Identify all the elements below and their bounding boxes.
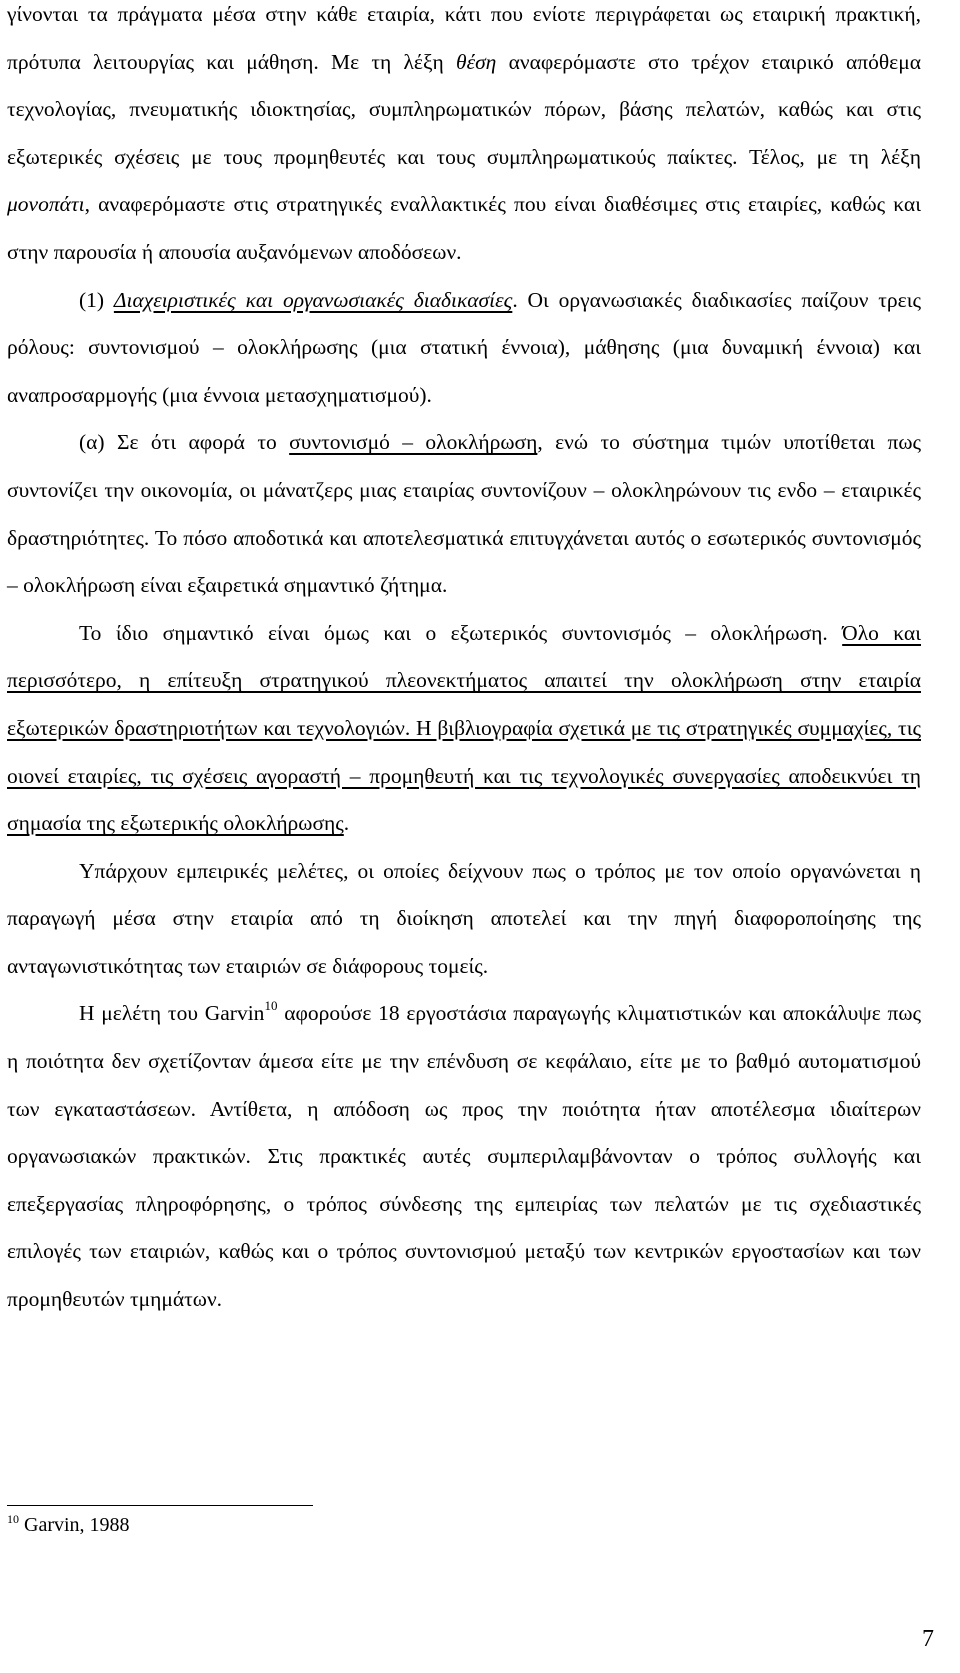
underlined-passage-external-integration: Όλο και περισσότερο, η επίτευξη στρατηγικού πλεονεκτήματος απαιτεί την ολοκλήρωση στην εταιρία εξωτερικών δραστηριοτήτων και τεχνολογιών. Η βιβλιογραφία σχετικά με τις στρατηγικές συμμαχίες, τις οιονεί εταιρίες, τις σχέσεις αγοραστή – προμηθευτή και τις τεχνολογικές συνεργασίες αποδεικνύει τη σημασία της εξωτερικής ολοκλήρωσης bbox=[7, 620, 921, 836]
paragraph-5: Υπάρχουν εμπειρικές μελέτες, οι οποίες δείχνουν πως ο τρόπος με τον οποίο οργανώνεται η παραγωγή μέσα στην εταιρία από τη διοίκηση αποτελεί και την πηγή διαφοροποίησης της ανταγωνιστικότητας των εταιριών σε διάφορους τομείς. bbox=[7, 858, 921, 978]
text-run: αναφερόμαστε στο τρέχον εταιρικό απόθεμα τεχνολογίας, πνευματικής ιδιοκτησίας, συμπληρωματικών πόρων, βάσης πελατών, καθώς και στις εξωτερικές σχέσεις με τους προμηθευτές και τους συμπληρωματικούς παίκτες. Τέλος, με τη λέξη bbox=[7, 49, 921, 169]
footnote-text: Garvin, 1988 bbox=[19, 1514, 130, 1536]
paragraph-3 bbox=[7, 419, 921, 609]
text-run: αφορούσε 18 εργοστάσια παραγωγής κλιματιστικών και αποκάλυψε πως η ποιότητα δεν σχετίζονταν άμεσα είτε με την επένδυση σε κεφάλαιο, είτε με το βαθμό αυτοματισμού των εγκαταστάσεων. Αντίθετα, η απόδοση ως προς την ποιότητα ήταν αποτέλεσμα ιδιαίτερων οργανωσιακών πρακτικών. Στις πρακτικές αυτές συμπεριλαμβάνονταν ο τρόπος συλλογής και επεξεργασίας πληροφόρησης, ο τρόπος σύνδεσης της εμπειρίας των πελατών με τις σχεδιαστικές επιλογές των εταιριών, καθώς και ο τρόπος συντονισμού μεταξύ των κεντρικών εργοστασίων και των προμηθευτών τμημάτων. bbox=[7, 1001, 922, 1312]
text-run: , αναφερόμαστε στις στρατηγικές εναλλακτικές που είναι διαθέσιμες στις εταιρίες, καθώς και στην παρουσία ή απουσία αυξανόμενων αποδόσεων. bbox=[7, 192, 921, 264]
underlined-term-coordination: συντονισμό – ολοκλήρωση bbox=[289, 430, 538, 455]
text-run: Η μελέτη του Garvin bbox=[79, 1001, 265, 1026]
body-text bbox=[7, 0, 921, 1324]
text-run: . bbox=[343, 811, 350, 836]
paragraph-2 bbox=[7, 277, 921, 420]
footnote bbox=[7, 1512, 130, 1538]
text-run: Το ίδιο σημαντικό είναι όμως και ο εξωτερικός συντονισμός – ολοκλήρωση. bbox=[79, 620, 843, 645]
italic-term-thesi: θέση bbox=[456, 49, 497, 74]
page-number: 7 bbox=[922, 1626, 934, 1652]
text-run: (1) bbox=[79, 287, 114, 312]
text-run: . Οι οργανωσιακές διαδικασίες παίζουν τρεις ρόλους: συντονισμού – ολοκλήρωσης (μια στατική έννοια), μάθησης (μια δυναμική έννοια) και αναπροσαρμογής (μια έννοια μετασχηματισμού). bbox=[7, 287, 921, 407]
text-run: , ενώ το σύστημα τιμών υποτίθεται πως συντονίζει την οικονομία, οι μάνατζερς μιας εταιρίας συντονίζουν – ολοκληρώνουν τις ενδο – εταιρικές δραστηριότητες. Το πόσο αποδοτικά και αποτελεσματικά επιτυγχάνεται αυτός ο εσωτερικός συντονισμός – ολοκλήρωση είναι εξαιρετικά σημαντικό ζήτημα. bbox=[7, 430, 922, 598]
italic-term-monopati: μονοπάτι bbox=[7, 192, 85, 217]
text-run: (α) Σε ότι αφορά το bbox=[79, 430, 290, 455]
footnote-reference: 10 bbox=[264, 998, 278, 1014]
paragraph-6 bbox=[7, 990, 921, 1323]
section-heading-processes: Διαχειριστικές και οργανωσιακές διαδικασίες bbox=[113, 287, 513, 312]
footnote-separator bbox=[7, 1505, 313, 1506]
text-run: γίνονται τα πράγματα μέσα στην κάθε εταιρία, κάτι που ενίοτε περιγράφεται ως εταιρική πρακτική, πρότυπα λειτουργίας και μάθηση. Με τη λέξη bbox=[7, 2, 921, 74]
paragraph-1 bbox=[7, 0, 921, 277]
paragraph-4 bbox=[7, 610, 921, 848]
footnote-number: 10 bbox=[7, 1512, 19, 1526]
